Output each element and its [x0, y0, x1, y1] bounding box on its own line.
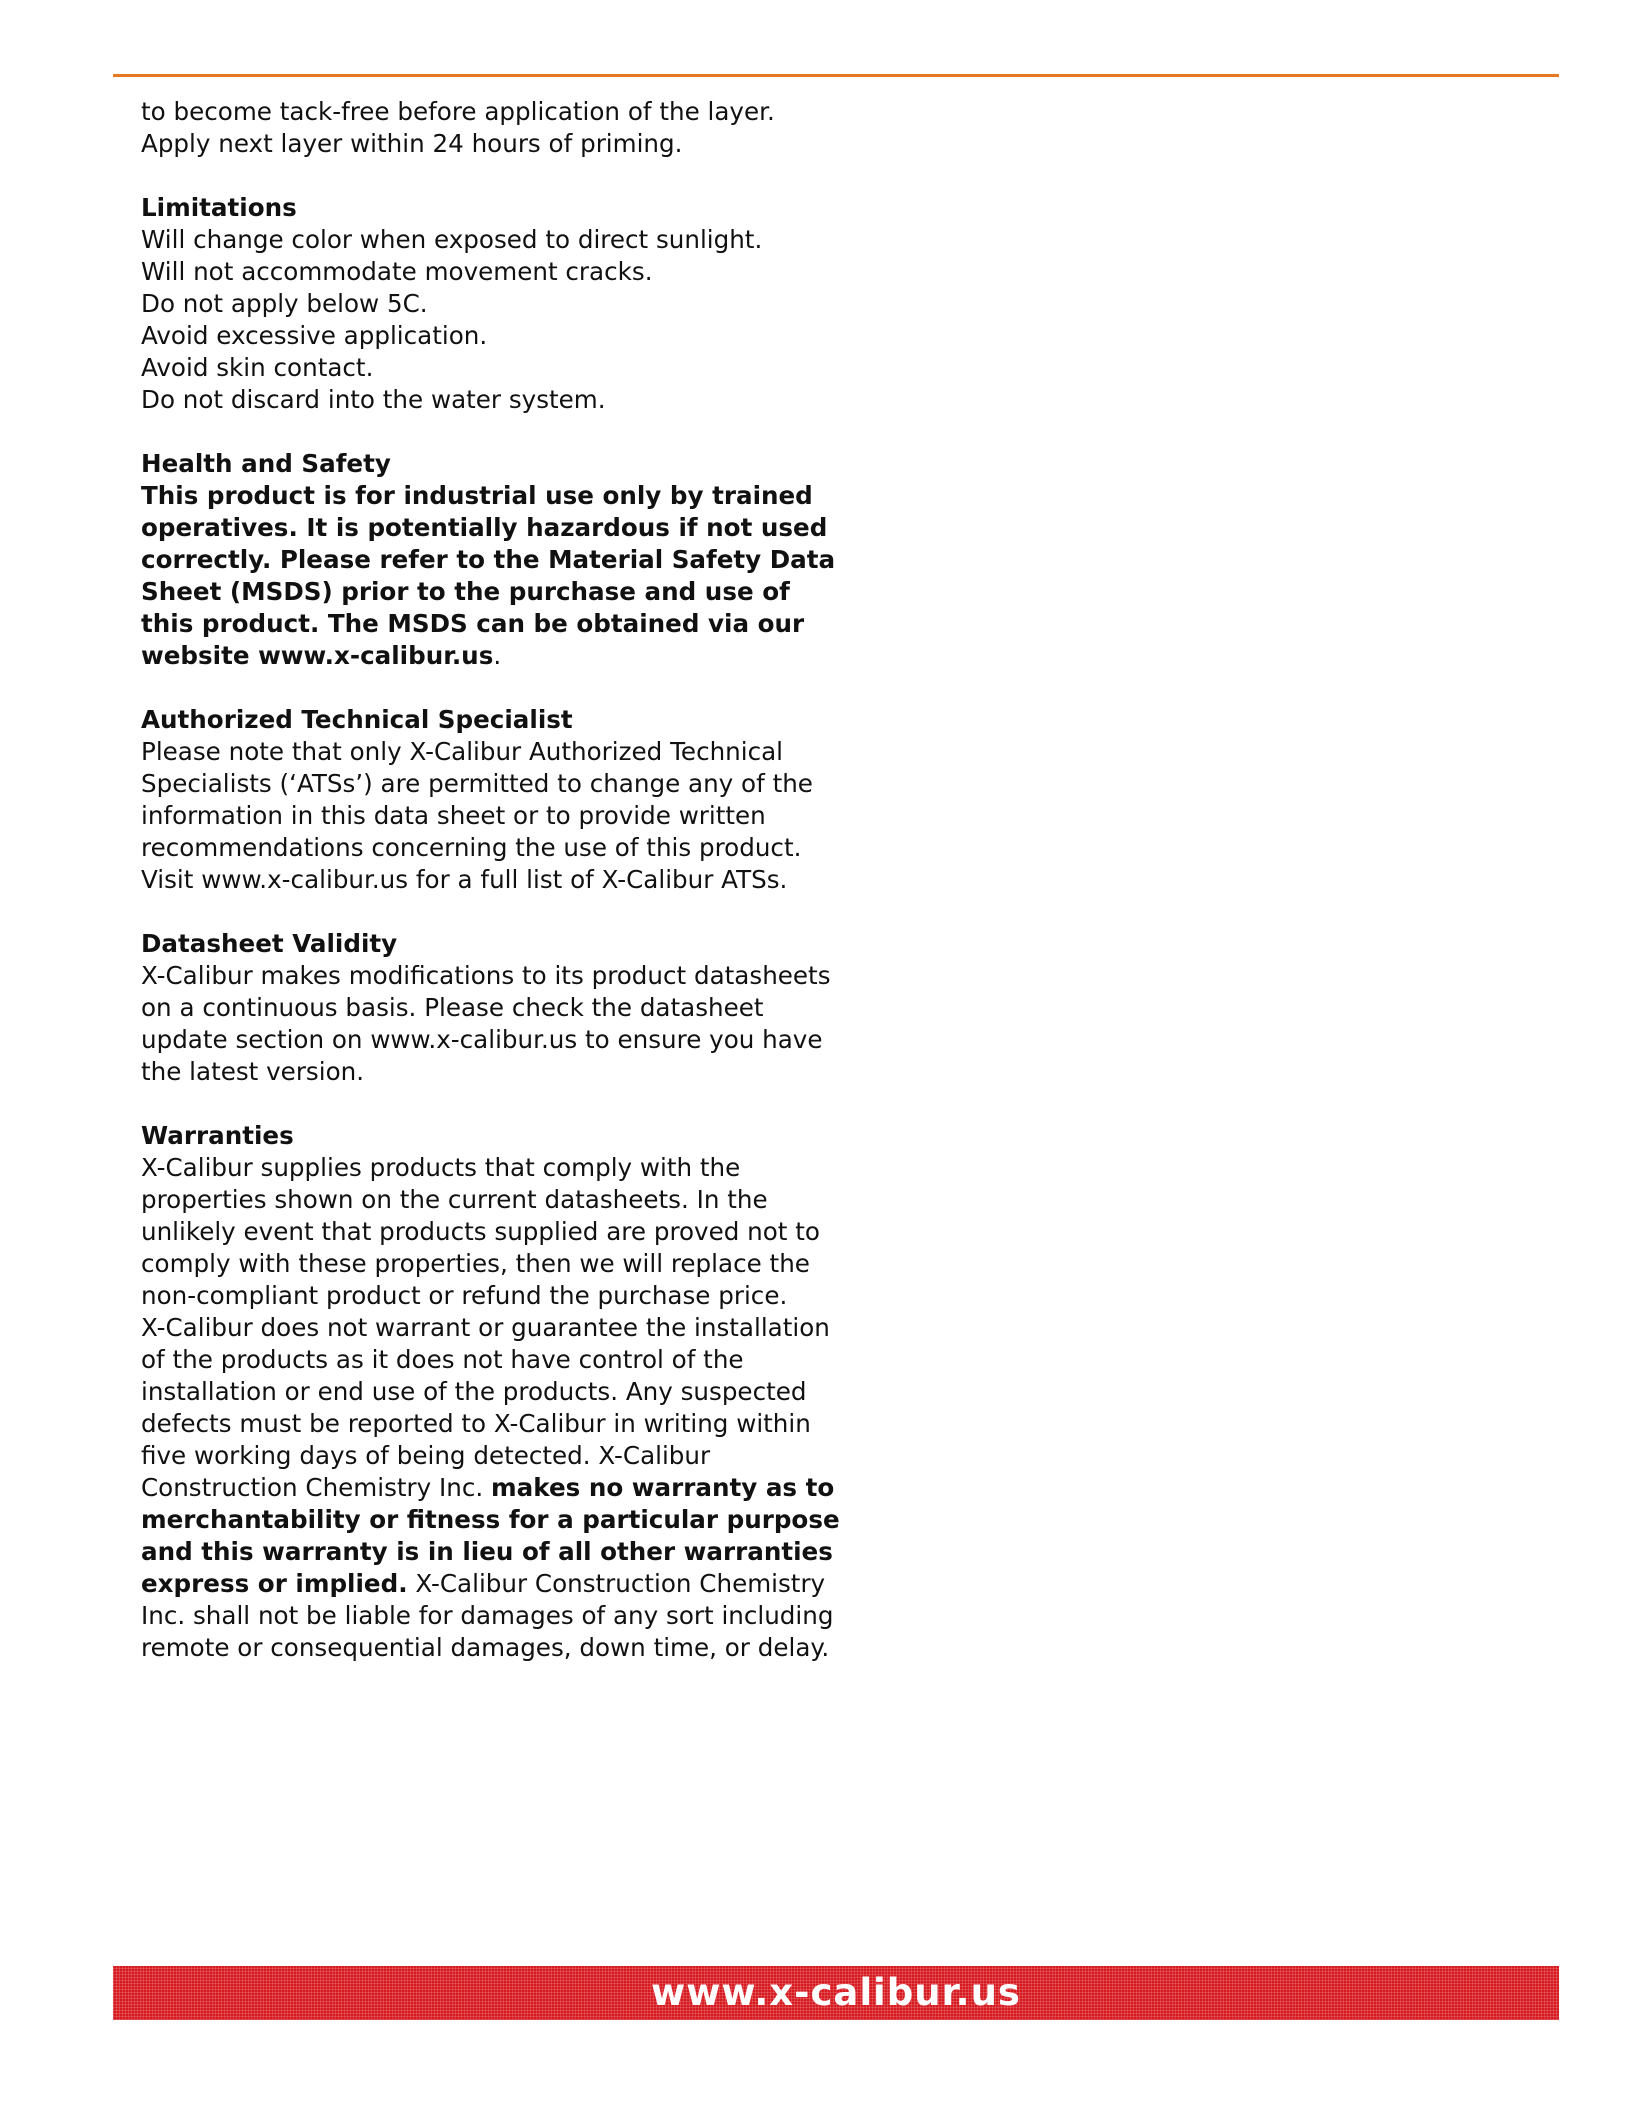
health-safety-heading: Health and Safety — [141, 449, 391, 478]
health-safety-line: This product is for industrial use only by trained — [141, 481, 813, 510]
ats-line: Specialists (‘ATSs’) are permitted to change any of the — [141, 769, 813, 798]
ats-heading: Authorized Technical Specialist — [141, 705, 573, 734]
limitation-item: Avoid excessive application. — [141, 321, 488, 350]
warranty-disclaimer-text: makes no warranty as to — [491, 1473, 835, 1502]
warranty-line: X-Calibur supplies products that comply with the — [141, 1153, 741, 1182]
validity-line: update section on www.x-calibur.us to ensure you have — [141, 1025, 823, 1054]
ats-line: Please note that only X-Calibur Authorized Technical — [141, 737, 784, 766]
limitation-item: Will change color when exposed to direct sunlight. — [141, 225, 763, 254]
warranty-text: X-Calibur Construction Chemistry — [407, 1569, 826, 1598]
warranty-line: properties shown on the current datasheets. In the — [141, 1185, 768, 1214]
warranty-line: non-compliant product or refund the purchase price. — [141, 1281, 788, 1310]
limitations-heading: Limitations — [141, 193, 297, 222]
warranty-line: of the products as it does not have control of the — [141, 1345, 744, 1374]
warranty-line — [141, 1568, 826, 1600]
warranty-line: unlikely event that products supplied are proved not to — [141, 1217, 820, 1246]
footer-banner — [113, 1966, 1559, 2020]
section-gap — [141, 1088, 821, 1120]
section-gap — [141, 416, 821, 448]
ats-line: recommendations concerning the use of this product. — [141, 833, 802, 862]
warranty-line: remote or consequential damages, down time, or delay. — [141, 1633, 830, 1662]
warranty-text: Construction Chemistry Inc. — [141, 1473, 492, 1502]
health-safety-line: this product. The MSDS can be obtained via our — [141, 609, 805, 638]
limitation-item: Will not accommodate movement cracks. — [141, 257, 653, 286]
warranty-line: defects must be reported to X-Calibur in writing within — [141, 1409, 811, 1438]
health-safety-section — [141, 448, 836, 672]
warranty-line: X-Calibur does not warrant or guarantee the installation — [141, 1313, 830, 1342]
warranty-line — [141, 1472, 835, 1504]
footer-website-link[interactable]: www.x-calibur.us — [651, 1971, 1021, 2014]
section-gap — [141, 160, 821, 192]
limitation-item: Do not apply below 5C. — [141, 289, 428, 318]
top-divider — [113, 74, 1559, 77]
ats-section — [141, 704, 821, 896]
warranty-disclaimer-line: and this warranty is in lieu of all other warranties — [141, 1537, 833, 1566]
health-safety-line: operatives. It is potentially hazardous if not used — [141, 513, 828, 542]
validity-line: X-Calibur makes modifications to its product datasheets — [141, 961, 831, 990]
limitation-item: Do not discard into the water system. — [141, 385, 606, 414]
section-gap — [141, 672, 821, 704]
warranty-line: five working days of being detected. X-Calibur — [141, 1441, 711, 1470]
ats-line: Visit www.x-calibur.us for a full list of X-Calibur ATSs. — [141, 865, 788, 894]
health-safety-line: correctly. Please refer to the Material Safety Data — [141, 545, 836, 574]
intro-section — [141, 96, 821, 160]
ats-line: information in this data sheet or to provide written — [141, 801, 766, 830]
section-gap — [141, 896, 821, 928]
validity-heading: Datasheet Validity — [141, 929, 398, 958]
health-safety-website-line — [141, 640, 821, 672]
validity-line: the latest version. — [141, 1057, 365, 1086]
limitations-section — [141, 192, 821, 416]
intro-line: to become tack-free before application of the layer. — [141, 97, 775, 126]
health-safety-line: Sheet (MSDS) prior to the purchase and use of — [141, 577, 790, 606]
warranty-line: comply with these properties, then we will replace the — [141, 1249, 810, 1278]
validity-line: on a continuous basis. Please check the datasheet — [141, 993, 764, 1022]
limitation-item: Avoid skin contact. — [141, 353, 374, 382]
warranty-line: Inc. shall not be liable for damages of any sort including — [141, 1601, 834, 1630]
datasheet-validity-section — [141, 928, 831, 1088]
warranties-heading: Warranties — [141, 1121, 294, 1150]
intro-line: Apply next layer within 24 hours of priming. — [141, 129, 683, 158]
msds-website-link[interactable]: website www.x-calibur.us — [141, 641, 494, 670]
warranty-disclaimer-text: express or implied. — [141, 1569, 408, 1598]
health-safety-period: . — [493, 641, 502, 670]
warranties-section — [141, 1120, 840, 1664]
warranty-line: installation or end use of the products. Any suspected — [141, 1377, 807, 1406]
warranty-disclaimer-line: merchantability or fitness for a particular purpose — [141, 1505, 840, 1534]
datasheet-body — [141, 96, 840, 1664]
